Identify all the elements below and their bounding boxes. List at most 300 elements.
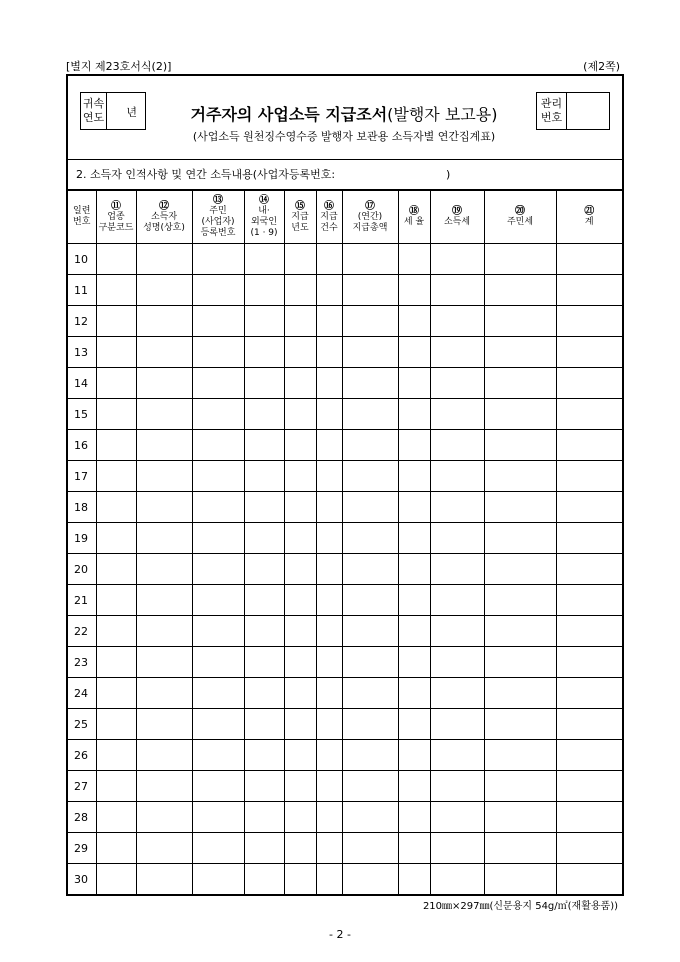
table-cell[interactable]: [284, 244, 316, 275]
table-cell[interactable]: [244, 492, 284, 523]
form-frame: [66, 74, 624, 896]
table-cell[interactable]: [342, 337, 398, 368]
table-cell[interactable]: [284, 771, 316, 802]
row-number: 26: [68, 740, 96, 771]
table-cell[interactable]: [316, 864, 342, 895]
table-cell[interactable]: [398, 523, 430, 554]
table-cell[interactable]: [556, 554, 622, 585]
table-header-row: [68, 191, 622, 244]
table-cell[interactable]: [342, 399, 398, 430]
column-header: [430, 191, 484, 244]
row-number: 23: [68, 647, 96, 678]
table-cell[interactable]: [284, 616, 316, 647]
table-cell[interactable]: [430, 709, 484, 740]
table-cell[interactable]: [556, 337, 622, 368]
table-cell[interactable]: [430, 368, 484, 399]
table-cell[interactable]: [342, 616, 398, 647]
table-cell[interactable]: [244, 275, 284, 306]
table-cell[interactable]: [284, 368, 316, 399]
table-cell[interactable]: [284, 833, 316, 864]
column-label: 계: [584, 217, 594, 227]
table-cell[interactable]: [96, 771, 136, 802]
table-cell[interactable]: [342, 585, 398, 616]
table-cell[interactable]: [96, 740, 136, 771]
table-cell[interactable]: [244, 554, 284, 585]
form-subtitle: (사업소득 원천징수영수증 발행자 보관용 소득자별 연간집계표): [192, 130, 496, 143]
table-row: [68, 554, 622, 585]
table-cell[interactable]: [96, 306, 136, 337]
table-cell[interactable]: [316, 399, 342, 430]
table-cell[interactable]: [192, 399, 244, 430]
table-cell[interactable]: [430, 244, 484, 275]
table-cell[interactable]: [556, 709, 622, 740]
table-cell[interactable]: [484, 771, 556, 802]
table-cell[interactable]: [192, 244, 244, 275]
page-side-label: (제2쪽): [583, 60, 620, 73]
table-cell[interactable]: [316, 461, 342, 492]
table-cell[interactable]: [316, 275, 342, 306]
table-cell[interactable]: [316, 337, 342, 368]
table-cell[interactable]: [316, 647, 342, 678]
table-cell[interactable]: [96, 585, 136, 616]
table-cell[interactable]: [284, 554, 316, 585]
manage-number-label-text: 관리 번호: [540, 97, 563, 124]
table-cell[interactable]: [398, 833, 430, 864]
table-row: [68, 337, 622, 368]
table-cell[interactable]: [96, 244, 136, 275]
table-cell[interactable]: [556, 306, 622, 337]
table-cell[interactable]: [244, 771, 284, 802]
table-cell[interactable]: [430, 740, 484, 771]
table-cell[interactable]: [484, 740, 556, 771]
column-header: [68, 191, 96, 244]
table-cell[interactable]: [192, 678, 244, 709]
table-cell[interactable]: [556, 523, 622, 554]
table-cell[interactable]: [136, 616, 192, 647]
table-row: [68, 616, 622, 647]
table-cell[interactable]: [136, 306, 192, 337]
table-cell[interactable]: [556, 678, 622, 709]
column-number: ⑮: [295, 200, 305, 212]
table-cell[interactable]: [430, 616, 484, 647]
table-cell[interactable]: [136, 554, 192, 585]
row-number: 15: [68, 399, 96, 430]
table-cell[interactable]: [96, 368, 136, 399]
table-cell[interactable]: [430, 647, 484, 678]
table-cell[interactable]: [398, 554, 430, 585]
table-cell[interactable]: [484, 585, 556, 616]
table-cell[interactable]: [316, 492, 342, 523]
table-cell[interactable]: [342, 678, 398, 709]
table-cell[interactable]: [96, 647, 136, 678]
table-cell[interactable]: [342, 647, 398, 678]
column-number: ⑱: [409, 206, 419, 217]
table-cell[interactable]: [192, 709, 244, 740]
table-cell[interactable]: [342, 771, 398, 802]
table-cell[interactable]: [284, 275, 316, 306]
table-cell[interactable]: [484, 523, 556, 554]
belong-year-label-text: 귀속 연도: [82, 97, 105, 124]
table-cell[interactable]: [556, 740, 622, 771]
table-body: [68, 244, 622, 895]
table-row: [68, 368, 622, 399]
table-cell[interactable]: [484, 647, 556, 678]
table-cell[interactable]: [342, 368, 398, 399]
table-cell[interactable]: [484, 399, 556, 430]
table-cell[interactable]: [316, 802, 342, 833]
table-cell[interactable]: [244, 368, 284, 399]
table-cell[interactable]: [244, 399, 284, 430]
table-cell[interactable]: [342, 244, 398, 275]
table-cell[interactable]: [556, 492, 622, 523]
table-cell[interactable]: [136, 647, 192, 678]
table-cell[interactable]: [398, 492, 430, 523]
table-cell[interactable]: [244, 306, 284, 337]
section-close: ): [446, 168, 451, 181]
table-cell[interactable]: [398, 740, 430, 771]
table-cell[interactable]: [96, 337, 136, 368]
table-cell[interactable]: [484, 275, 556, 306]
column-header: [484, 191, 556, 244]
table-cell[interactable]: [430, 554, 484, 585]
table-row: [68, 275, 622, 306]
column-header: [316, 191, 342, 244]
table-cell[interactable]: [430, 833, 484, 864]
row-number: 21: [68, 585, 96, 616]
table-cell[interactable]: [484, 833, 556, 864]
table-cell[interactable]: [96, 616, 136, 647]
table-cell[interactable]: [342, 275, 398, 306]
table-cell[interactable]: [96, 678, 136, 709]
row-number: 14: [68, 368, 96, 399]
table-row: [68, 399, 622, 430]
table-cell[interactable]: [556, 399, 622, 430]
table-cell[interactable]: [244, 616, 284, 647]
table-cell[interactable]: [136, 275, 192, 306]
table-cell[interactable]: [316, 430, 342, 461]
table-cell[interactable]: [284, 492, 316, 523]
table-cell[interactable]: [398, 368, 430, 399]
table-row: [68, 740, 622, 771]
table-cell[interactable]: [244, 585, 284, 616]
table-row: [68, 833, 622, 864]
table-cell[interactable]: [244, 709, 284, 740]
table-cell[interactable]: [430, 864, 484, 895]
table-cell[interactable]: [556, 585, 622, 616]
table-cell[interactable]: [136, 461, 192, 492]
table-cell[interactable]: [556, 461, 622, 492]
table-cell[interactable]: [342, 740, 398, 771]
column-label: 업종 구분코드: [98, 211, 134, 233]
table-cell[interactable]: [430, 430, 484, 461]
column-number: ⑪: [111, 200, 121, 212]
table-cell[interactable]: [96, 461, 136, 492]
table-cell[interactable]: [398, 709, 430, 740]
table-cell[interactable]: [430, 678, 484, 709]
table-cell[interactable]: [484, 306, 556, 337]
row-number: 12: [68, 306, 96, 337]
table-cell[interactable]: [556, 833, 622, 864]
table-row: [68, 492, 622, 523]
table-cell[interactable]: [192, 275, 244, 306]
table-cell[interactable]: [136, 585, 192, 616]
table-cell[interactable]: [192, 306, 244, 337]
column-number: ⑳: [515, 206, 525, 217]
table-cell[interactable]: [136, 709, 192, 740]
table-cell[interactable]: [430, 399, 484, 430]
table-cell[interactable]: [136, 771, 192, 802]
table-cell[interactable]: [316, 368, 342, 399]
table-cell[interactable]: [192, 647, 244, 678]
table-cell[interactable]: [244, 430, 284, 461]
column-number: ⑰: [365, 200, 375, 212]
table-cell[interactable]: [398, 678, 430, 709]
column-header: [244, 191, 284, 244]
table-cell[interactable]: [136, 678, 192, 709]
table-row: [68, 864, 622, 895]
table-cell[interactable]: [192, 616, 244, 647]
table-cell[interactable]: [316, 740, 342, 771]
table-cell[interactable]: [430, 461, 484, 492]
table-cell[interactable]: [316, 678, 342, 709]
table-cell[interactable]: [192, 523, 244, 554]
column-label: 주민 (사업자) 등록번호: [200, 206, 236, 238]
table-cell[interactable]: [284, 523, 316, 554]
table-row: [68, 585, 622, 616]
table-cell[interactable]: [484, 492, 556, 523]
page-number: - 2 -: [329, 928, 351, 941]
table-cell[interactable]: [556, 802, 622, 833]
table-cell[interactable]: [398, 275, 430, 306]
belong-year-unit: 년: [126, 106, 137, 119]
table-cell[interactable]: [244, 523, 284, 554]
table-cell[interactable]: [192, 492, 244, 523]
table-cell[interactable]: [430, 275, 484, 306]
belong-year-label: [81, 93, 107, 129]
table-cell[interactable]: [342, 802, 398, 833]
table-cell[interactable]: [284, 306, 316, 337]
table-cell[interactable]: [430, 585, 484, 616]
table-cell[interactable]: [398, 647, 430, 678]
row-number: 25: [68, 709, 96, 740]
table-cell[interactable]: [556, 430, 622, 461]
table-cell[interactable]: [398, 802, 430, 833]
manage-number-box[interactable]: [536, 92, 610, 130]
table-cell[interactable]: [484, 461, 556, 492]
table-cell[interactable]: [342, 430, 398, 461]
table-cell[interactable]: [484, 368, 556, 399]
table-cell[interactable]: [556, 647, 622, 678]
table-cell[interactable]: [556, 275, 622, 306]
table-cell[interactable]: [136, 337, 192, 368]
table-cell[interactable]: [284, 709, 316, 740]
table-cell[interactable]: [96, 492, 136, 523]
table-cell[interactable]: [284, 585, 316, 616]
table-cell[interactable]: [136, 740, 192, 771]
table-cell[interactable]: [96, 275, 136, 306]
table-cell[interactable]: [192, 430, 244, 461]
table-cell[interactable]: [136, 802, 192, 833]
table-row: [68, 647, 622, 678]
table-cell[interactable]: [136, 523, 192, 554]
table-cell[interactable]: [398, 399, 430, 430]
table-cell[interactable]: [284, 802, 316, 833]
table-cell[interactable]: [556, 864, 622, 895]
table-cell[interactable]: [316, 306, 342, 337]
table-cell[interactable]: [430, 337, 484, 368]
table-row: [68, 709, 622, 740]
column-number: ⑯: [324, 200, 334, 212]
table-cell[interactable]: [136, 244, 192, 275]
table-cell[interactable]: [136, 864, 192, 895]
table-cell[interactable]: [342, 306, 398, 337]
column-label: 일련 번호: [73, 206, 91, 227]
table-cell[interactable]: [96, 833, 136, 864]
table-cell[interactable]: [284, 430, 316, 461]
table-cell[interactable]: [398, 430, 430, 461]
table-cell[interactable]: [556, 771, 622, 802]
table-cell[interactable]: [244, 864, 284, 895]
paper-spec-footnote: 210㎜×297㎜(신문용지 54g/㎡(재활용품)): [422, 901, 618, 912]
table-cell[interactable]: [484, 802, 556, 833]
table-cell[interactable]: [484, 709, 556, 740]
table-cell[interactable]: [96, 554, 136, 585]
table-cell[interactable]: [398, 337, 430, 368]
table-cell[interactable]: [430, 306, 484, 337]
table-cell[interactable]: [556, 616, 622, 647]
column-header: [192, 191, 244, 244]
table-cell[interactable]: [342, 523, 398, 554]
table-cell[interactable]: [244, 833, 284, 864]
table-cell[interactable]: [316, 616, 342, 647]
table-cell[interactable]: [284, 647, 316, 678]
table-cell[interactable]: [398, 306, 430, 337]
belong-year-box[interactable]: [80, 92, 146, 130]
table-cell[interactable]: [430, 523, 484, 554]
table-cell[interactable]: [136, 492, 192, 523]
table-cell[interactable]: [284, 399, 316, 430]
row-number: 19: [68, 523, 96, 554]
table-cell[interactable]: [192, 337, 244, 368]
table-cell[interactable]: [192, 554, 244, 585]
table-cell[interactable]: [136, 399, 192, 430]
table-cell[interactable]: [342, 492, 398, 523]
table-cell[interactable]: [342, 461, 398, 492]
table-cell[interactable]: [430, 492, 484, 523]
table-cell[interactable]: [96, 802, 136, 833]
table-row: [68, 461, 622, 492]
table-cell[interactable]: [556, 244, 622, 275]
table-cell[interactable]: [192, 864, 244, 895]
table-cell[interactable]: [192, 368, 244, 399]
column-header: [136, 191, 192, 244]
form-header: [68, 76, 622, 160]
table-cell[interactable]: [316, 709, 342, 740]
row-number: 24: [68, 678, 96, 709]
column-header: [342, 191, 398, 244]
table-cell[interactable]: [192, 585, 244, 616]
table-cell[interactable]: [136, 430, 192, 461]
column-number: ㉑: [584, 206, 595, 217]
table-cell[interactable]: [316, 523, 342, 554]
column-label: 지급 건수: [320, 211, 338, 233]
table-cell[interactable]: [284, 864, 316, 895]
table-cell[interactable]: [96, 430, 136, 461]
table-cell[interactable]: [244, 337, 284, 368]
table-cell[interactable]: [398, 616, 430, 647]
table-cell[interactable]: [342, 709, 398, 740]
table-row: [68, 678, 622, 709]
table-cell[interactable]: [398, 771, 430, 802]
table-cell[interactable]: [244, 802, 284, 833]
table-cell[interactable]: [244, 740, 284, 771]
table-cell[interactable]: [342, 554, 398, 585]
table-cell[interactable]: [430, 771, 484, 802]
table-cell[interactable]: [484, 616, 556, 647]
table-cell[interactable]: [284, 678, 316, 709]
table-cell[interactable]: [192, 461, 244, 492]
table-cell[interactable]: [284, 337, 316, 368]
table-row: [68, 802, 622, 833]
table-cell[interactable]: [316, 554, 342, 585]
table-cell[interactable]: [192, 740, 244, 771]
table-cell[interactable]: [556, 368, 622, 399]
form-number: [별지 제23호서식(2)]: [66, 60, 172, 73]
table-cell[interactable]: [398, 864, 430, 895]
row-number: 28: [68, 802, 96, 833]
row-number: 11: [68, 275, 96, 306]
table-cell[interactable]: [244, 678, 284, 709]
table-cell[interactable]: [244, 461, 284, 492]
table-cell[interactable]: [398, 461, 430, 492]
table-cell[interactable]: [484, 430, 556, 461]
table-cell[interactable]: [96, 399, 136, 430]
table-cell[interactable]: [316, 244, 342, 275]
table-cell[interactable]: [316, 833, 342, 864]
table-cell[interactable]: [136, 833, 192, 864]
table-cell[interactable]: [484, 337, 556, 368]
table-cell[interactable]: [342, 833, 398, 864]
row-number: 13: [68, 337, 96, 368]
table-cell[interactable]: [398, 585, 430, 616]
table-cell[interactable]: [484, 678, 556, 709]
table-cell[interactable]: [316, 771, 342, 802]
column-label: 소득자 성명(상호): [143, 211, 185, 233]
table-cell[interactable]: [192, 802, 244, 833]
table-cell[interactable]: [244, 244, 284, 275]
table-cell[interactable]: [484, 554, 556, 585]
table-cell[interactable]: [96, 864, 136, 895]
table-cell[interactable]: [244, 647, 284, 678]
table-cell[interactable]: [192, 771, 244, 802]
column-header: [284, 191, 316, 244]
table-cell[interactable]: [484, 864, 556, 895]
table-row: [68, 523, 622, 554]
table-cell[interactable]: [430, 802, 484, 833]
table-cell[interactable]: [398, 244, 430, 275]
table-cell[interactable]: [342, 864, 398, 895]
table-cell[interactable]: [96, 709, 136, 740]
table-cell[interactable]: [136, 368, 192, 399]
table-cell[interactable]: [284, 461, 316, 492]
column-number: ⑬: [213, 195, 223, 206]
table-cell[interactable]: [192, 833, 244, 864]
column-label: 세 율: [403, 217, 425, 227]
table-cell[interactable]: [96, 523, 136, 554]
table-cell[interactable]: [484, 244, 556, 275]
table-cell[interactable]: [316, 585, 342, 616]
table-cell[interactable]: [284, 740, 316, 771]
